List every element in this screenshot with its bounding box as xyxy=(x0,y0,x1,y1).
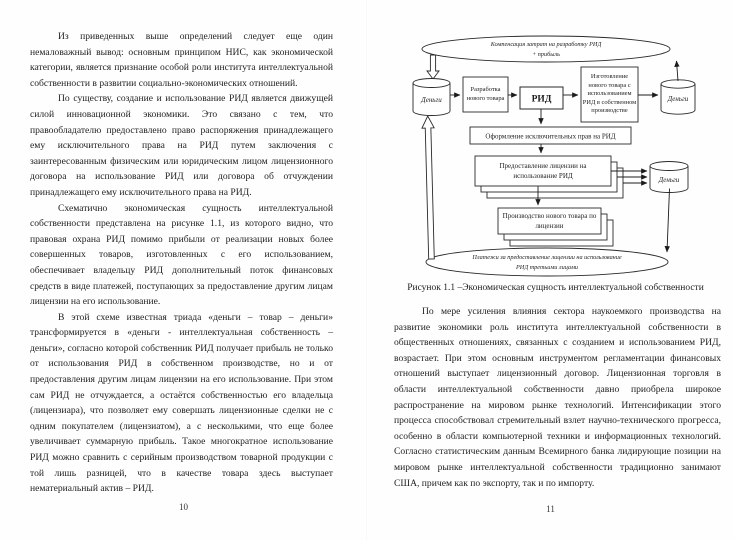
manufacture-box-label: Изготовление нового товара с использованием РИД в собственном производстве xyxy=(582,73,637,115)
money-cylinder-left xyxy=(413,79,450,116)
production-box-label: Производство нового товара по лицензии xyxy=(502,211,597,230)
license-box-label: Предоставление лицензии на использование РИД xyxy=(499,161,587,180)
rid-box-label: РИД xyxy=(531,94,552,105)
paragraph: Из приведенных выше определений следует еще один немаловажный вывод: основным принципом НИС, как экономической категории, является признание особой роли института интеллектуальной собственности в развитии социально-экономических отношений. xyxy=(30,31,333,89)
compensation-ellipse xyxy=(422,36,670,62)
compensation-label-line1: Компенсация затрат на разработку РИД xyxy=(490,41,602,49)
left-text-block xyxy=(0,0,367,497)
right-text-block xyxy=(367,304,734,491)
license-payments-inflow-arrow xyxy=(422,116,438,259)
rid-box xyxy=(520,87,563,109)
figure-1-1 xyxy=(393,27,725,280)
paragraph: Схематично экономическая сущность интеллектуальной собственности представлена на рисунке 1.1, из которого видно, что правовая охрана РИД помимо прибыли от реализации новых более совершенных товаров, изготовленных с его использованием, обеспечивает владельцу РИД дополнительный поток финансовых средств в виде платежей, поступающих за предоставление другим лицам лицензии на его использование. xyxy=(30,202,333,308)
compensation-inflow-arrow xyxy=(427,55,439,79)
payments-label-line1: Платежи за предоставление лицензии на использование xyxy=(472,254,622,262)
rights-box-label: Оформление исключительных прав на РИД xyxy=(485,132,616,141)
paragraph: По мере усиления влияния сектора наукоемкого производства на развитие экономики роль института интеллектуальной собственности в общественных отношениях, связанных с созданием и использованием РИД, возрастает. При этом основным инструментом регламентации финансовых отношений выступает лицензионный договор. Лицензионная торговля в области интеллектуальной собственности давно приобрела широкое распространение на мировом рынке технологий. Интенсификации этого процесса способствовал стремительный взлет научно-технического прогресса, особенно в области компьютерной техники и информационных технологий. Согласно статистическим данным Всемирного банка лидирующие позиции на мировом рынке интеллектуальной собственности традиционно занимают США, причем как по экспорту, так и по импорту. xyxy=(394,306,721,489)
page-number-left: 10 xyxy=(179,502,188,512)
money-cylinder-right-middle xyxy=(650,162,688,193)
rights-registration-box xyxy=(470,127,631,144)
develop-box-label: Разработка нового товара xyxy=(466,85,505,102)
page-right xyxy=(367,0,734,540)
compensation-label-line2: + прибыль xyxy=(532,50,560,58)
paragraph: В этой схеме известная триада «деньги – товар – деньги» трансформируется в «деньги - интеллектуальная собственность – деньги», согласно которой собственник РИД получает прибыль не только от использования РИД в собственном производстве, но и от предоставления другим лицам лицензии на его использование. При этом сам РИД не отчуждается, а остаётся собственностью его владельца (лицензиара), что позволяет ему совершать лицензионные сделки не с одним покупателем (лицензиатом), а с несколькими, что еще более увеличивает суммарную прибыль. Такое многократное использование РИД можно сравнить с серийным производством товарной продукции с той лишь разницей, что в качестве товара здесь выступает нематериальный актив – РИД. xyxy=(30,311,333,495)
money-right-mid-label: Деньги xyxy=(658,176,680,184)
manufacture-box xyxy=(581,67,638,122)
money-cylinder-right-top xyxy=(661,80,695,114)
figure-1-1-diagram xyxy=(393,27,725,280)
license-grant-box-stack xyxy=(475,156,623,198)
production-box-stack xyxy=(498,208,613,246)
money-right-top-label: Деньги xyxy=(667,95,689,103)
page-number-right: 11 xyxy=(546,504,555,514)
payments-ellipse xyxy=(426,248,668,276)
payments-label-line2: РИД третьими лицами xyxy=(515,263,579,271)
develop-box xyxy=(463,77,508,112)
money-left-label: Деньги xyxy=(421,96,442,104)
figure-caption: Рисунок 1.1 –Экономическая сущность интеллектуальной собственности xyxy=(407,283,704,293)
paragraph: По существу, создание и использование РИД является движущей силой инновационной экономики. Это связано с тем, что правообладателю предоставлено право распоряжения принадлежащего ему исключительного права на РИД путем заключения с заинтересованным физическим или юридическим лицом лицензионного договора на использование РИД или договора об отчуждении принадлежащего ему исключительного права на РИД. xyxy=(30,93,333,198)
